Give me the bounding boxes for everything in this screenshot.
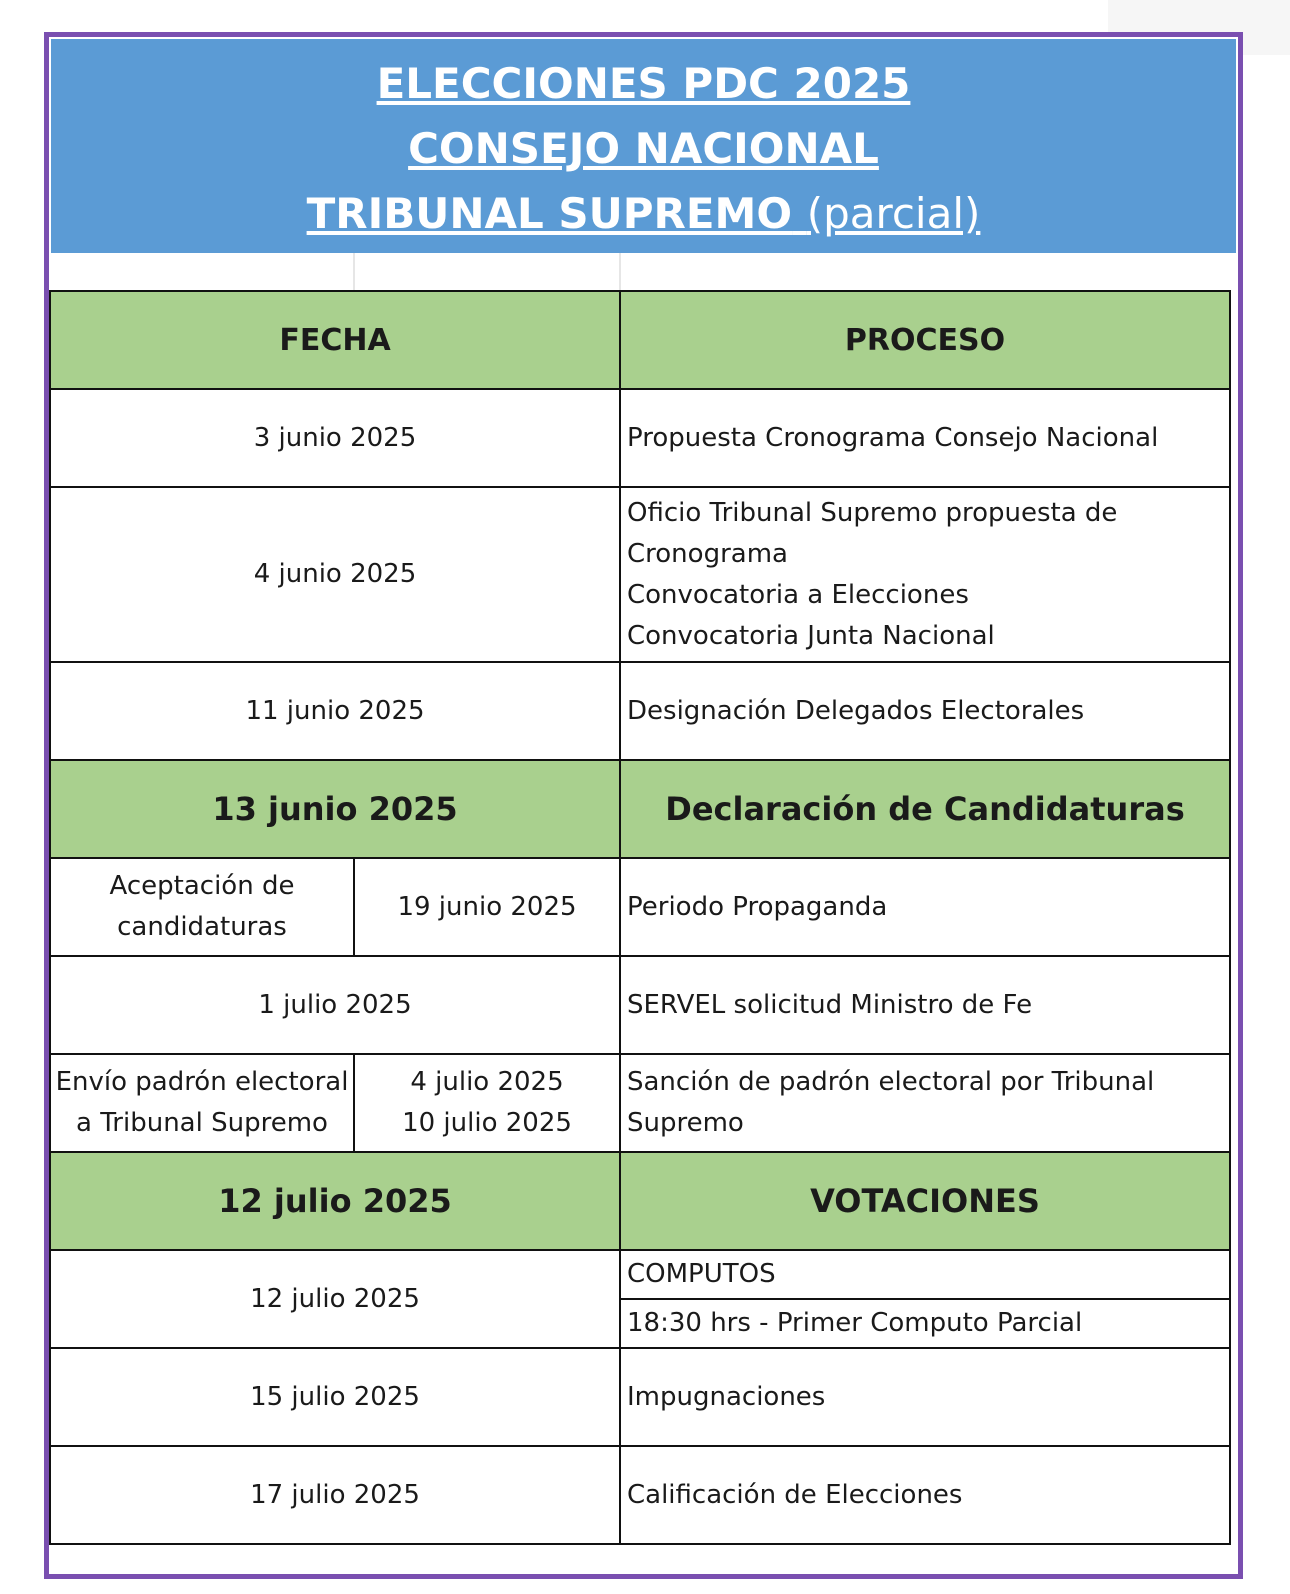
fecha-cell: 11 junio 2025 [49, 661, 621, 761]
proceso-line: Sanción de padrón electoral por Tribunal [627, 1067, 1155, 1097]
header-title-line2: CONSEJO NACIONAL [408, 124, 879, 173]
schedule-table [49, 290, 1238, 1579]
header-title-line3 [51, 189, 1236, 239]
proceso-cell [619, 1053, 1231, 1153]
proceso-cell: Impugnaciones [619, 1347, 1231, 1447]
milestone-fecha-cell: 12 julio 2025 [49, 1151, 621, 1251]
fecha-cell: 12 julio 2025 [49, 1249, 621, 1349]
subprocess-line: a Tribunal Supremo [76, 1108, 328, 1138]
schedule-frame [44, 32, 1243, 1579]
milestone-proceso-cell: VOTACIONES [619, 1151, 1231, 1251]
spacer-row [51, 253, 1236, 291]
proceso-cell [619, 486, 1231, 663]
fecha-cell: 4 junio 2025 [49, 486, 621, 663]
proceso-cell: 18:30 hrs - Primer Computo Parcial [619, 1298, 1231, 1349]
milestone-fecha-cell: 13 junio 2025 [49, 759, 621, 859]
proceso-line: Oficio Tribunal Supremo propuesta de [627, 497, 1118, 528]
document-header [51, 39, 1236, 253]
column-header-fecha: FECHA [49, 290, 621, 390]
fecha-line: 4 julio 2025 [410, 1067, 564, 1097]
spacer-divider [353, 253, 355, 291]
proceso-line: Convocatoria Junta Nacional [627, 620, 995, 651]
header-title-line1: ELECCIONES PDC 2025 [376, 59, 911, 108]
proceso-line: Convocatoria a Elecciones [627, 579, 969, 610]
proceso-line: Supremo [627, 1108, 744, 1138]
milestone-proceso-cell: Declaración de Candidaturas [619, 759, 1231, 859]
subprocess-line: candidaturas [117, 912, 287, 942]
column-header-proceso: PROCESO [619, 290, 1231, 390]
proceso-cell: SERVEL solicitud Ministro de Fe [619, 955, 1231, 1055]
fecha-line: 10 julio 2025 [402, 1108, 572, 1138]
fecha-cell [353, 1053, 621, 1153]
fecha-cell: 3 junio 2025 [49, 388, 621, 488]
proceso-cell: Designación Delegados Electorales [619, 661, 1231, 761]
fecha-cell: 19 junio 2025 [353, 857, 621, 957]
header-title-line3-bold: TRIBUNAL SUPREMO [306, 189, 793, 238]
proceso-line: Cronograma [627, 538, 788, 569]
proceso-cell: Calificación de Elecciones [619, 1445, 1231, 1545]
subprocess-cell [49, 857, 355, 957]
subprocess-line: Aceptación de [109, 871, 295, 901]
header-title-line3-light: (parcial) [806, 189, 981, 238]
fecha-cell: 15 julio 2025 [49, 1347, 621, 1447]
subprocess-line: Envío padrón electoral [55, 1067, 349, 1097]
fecha-cell: 1 julio 2025 [49, 955, 621, 1055]
proceso-cell: Propuesta Cronograma Consejo Nacional [619, 388, 1231, 488]
fecha-cell: 17 julio 2025 [49, 1445, 621, 1545]
spacer-divider [619, 253, 621, 291]
proceso-cell: Periodo Propaganda [619, 857, 1231, 957]
proceso-cell: COMPUTOS [619, 1249, 1231, 1300]
subprocess-cell [49, 1053, 355, 1153]
